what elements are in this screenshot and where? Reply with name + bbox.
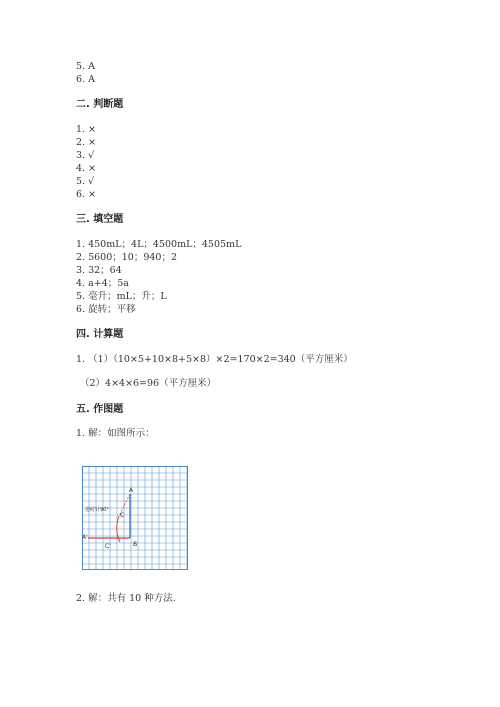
- list-item: 5. 毫升；mL；升；L: [76, 291, 167, 302]
- section-title-calculation: 四. 计算题: [76, 329, 124, 340]
- label-c: C: [120, 512, 125, 519]
- list-item: （2）4×4×6=96（平方厘米）: [80, 378, 217, 389]
- list-item: 3. √: [76, 150, 95, 161]
- list-item: 2. 5600；10；940；2: [76, 252, 178, 263]
- list-item: 1. 解：如图所示：: [76, 428, 155, 439]
- section-title-judgement: 二. 判断题: [76, 99, 124, 110]
- section-title-drawing: 五. 作图题: [76, 404, 124, 415]
- answer-5: 5. A: [76, 61, 95, 72]
- label-a-prime: A': [82, 534, 88, 541]
- list-item: 1. ×: [76, 124, 97, 135]
- label-a: A: [129, 487, 134, 494]
- list-item: 1. 450mL；4L；4500mL；4505mL: [76, 239, 242, 250]
- rotation-note: 逆时针90°: [85, 507, 109, 513]
- list-item: 1. （1）（10×5+10×8+5×8）×2=170×2=340（平方厘米）: [76, 354, 353, 365]
- list-item: 2. ×: [76, 137, 97, 148]
- list-item: 4. a+4；5a: [76, 278, 129, 289]
- label-c-prime: C': [105, 543, 111, 550]
- list-item: 5. √: [76, 176, 95, 187]
- label-b: B: [133, 541, 138, 548]
- rotation-grid-figure: [82, 466, 188, 570]
- section-title-fill-blank: 三. 填空题: [76, 214, 124, 225]
- list-item: 3. 32；64: [76, 265, 122, 276]
- list-item: 2. 解：共有 10 种方法.: [76, 593, 176, 604]
- list-item: 6. ×: [76, 189, 97, 200]
- list-item: 4. ×: [76, 163, 97, 174]
- answer-6: 6. A: [76, 74, 95, 85]
- list-item: 6. 旋转；平移: [76, 304, 136, 315]
